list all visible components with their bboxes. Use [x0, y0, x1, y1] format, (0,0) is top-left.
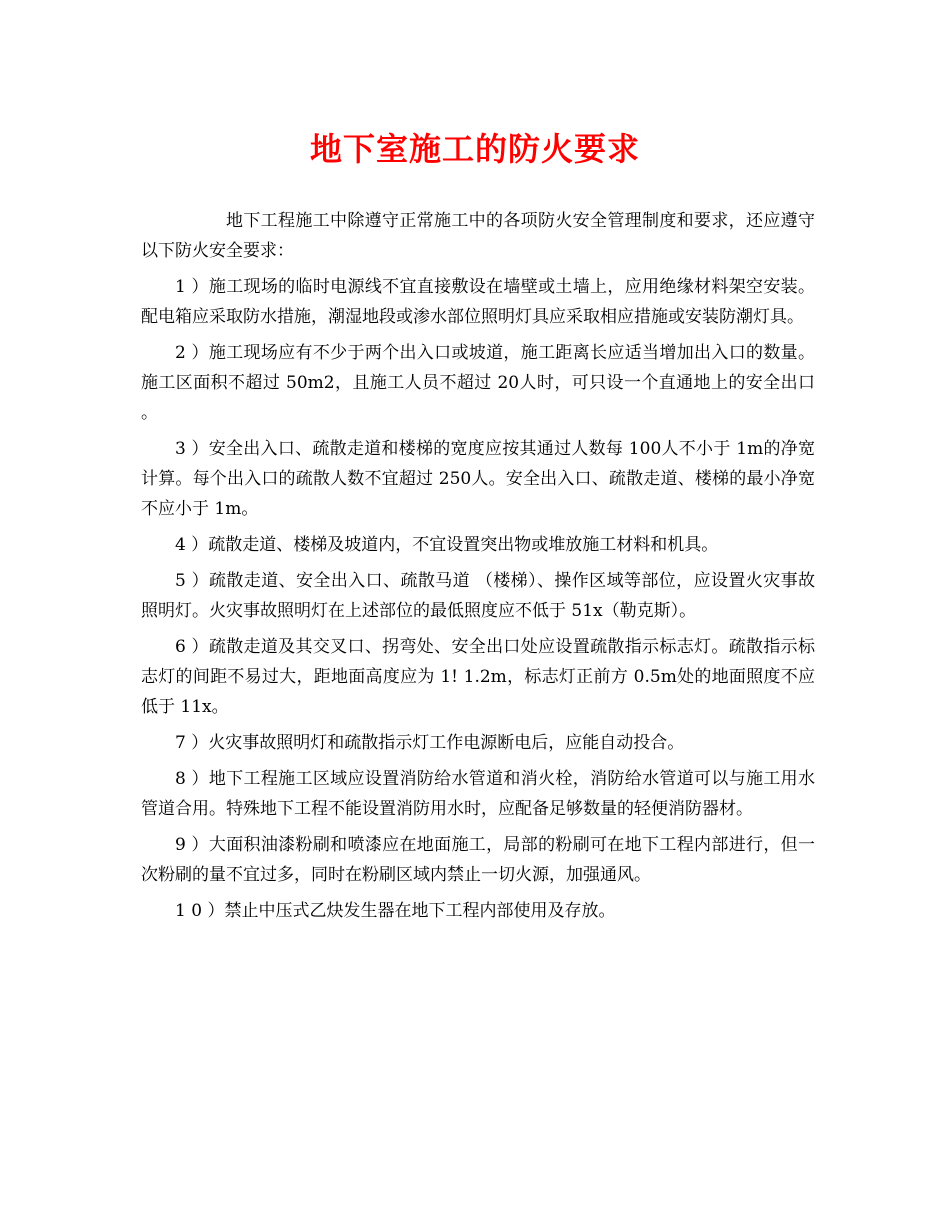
document-title: 地下室施工的防火要求 [309, 130, 640, 168]
paragraph-item-5: 5 ）疏散走道、安全出入口、疏散马道 （楼梯）、操作区域等部位，应设置火灾事故照明灯。火灾事故照明灯在上述部位的最低照度应不低于 51x（勒克斯）。 [141, 571, 815, 621]
paragraph-intro: 地下工程施工中除遵守正常施工中的各项防火安全管理制度和要求，还应遵守以下防火安全要求： [141, 211, 815, 261]
paragraph-item-3: 3 ）安全出入口、疏散走道和楼梯的宽度应按其通过人数每 100人不小于 1m的净宽计算。每个出入口的疏散人数不宜超过 250人。安全出入口、疏散走道、楼梯的最小净宽不应小于 1m。 [141, 439, 815, 519]
paragraph-item-9: 9 ）大面积油漆粉刷和喷漆应在地面施工，局部的粉刷可在地下工程内部进行，但一次粉刷的量不宜过多，同时在粉刷区域内禁止一切火源，加强通风。 [141, 835, 815, 885]
paragraph-item-6: 6 ）疏散走道及其交叉口、拐弯处、安全出口处应设置疏散指示标志灯。疏散指示标志灯的间距不易过大，距地面高度应为 1! 1.2m，标志灯正前方 0.5m处的地面照度不应低于 11x。 [141, 637, 815, 717]
paragraph-item-1: 1 ）施工现场的临时电源线不宜直接敷设在墙壁或土墙上，应用绝缘材料架空安装。配电箱应采取防水措施，潮湿地段或渗水部位照明灯具应采取相应措施或安装防潮灯具。 [141, 277, 815, 327]
paragraph-item-10: 1 0 ）禁止中压式乙炔发生器在地下工程内部使用及存放。 [175, 901, 616, 921]
paragraph-item-4: 4 ）疏散走道、楼梯及坡道内，不宜设置突出物或堆放施工材料和机具。 [175, 535, 719, 555]
document-body [141, 206, 815, 926]
paragraph-item-2: 2 ）施工现场应有不少于两个出入口或坡道，施工距离长应适当增加出入口的数量。施工区面积不超过 50m2，且施工人员不超过 20人时，可只设一个直通地上的安全出口。 [141, 343, 815, 423]
paragraph-item-7: 7 ）火灾事故照明灯和疏散指示灯工作电源断电后，应能自动投合。 [175, 733, 685, 753]
paragraph-item-8: 8 ）地下工程施工区域应设置消防给水管道和消火栓，消防给水管道可以与施工用水管道合用。特殊地下工程不能设置消防用水时，应配备足够数量的轻便消防器材。 [141, 769, 815, 819]
